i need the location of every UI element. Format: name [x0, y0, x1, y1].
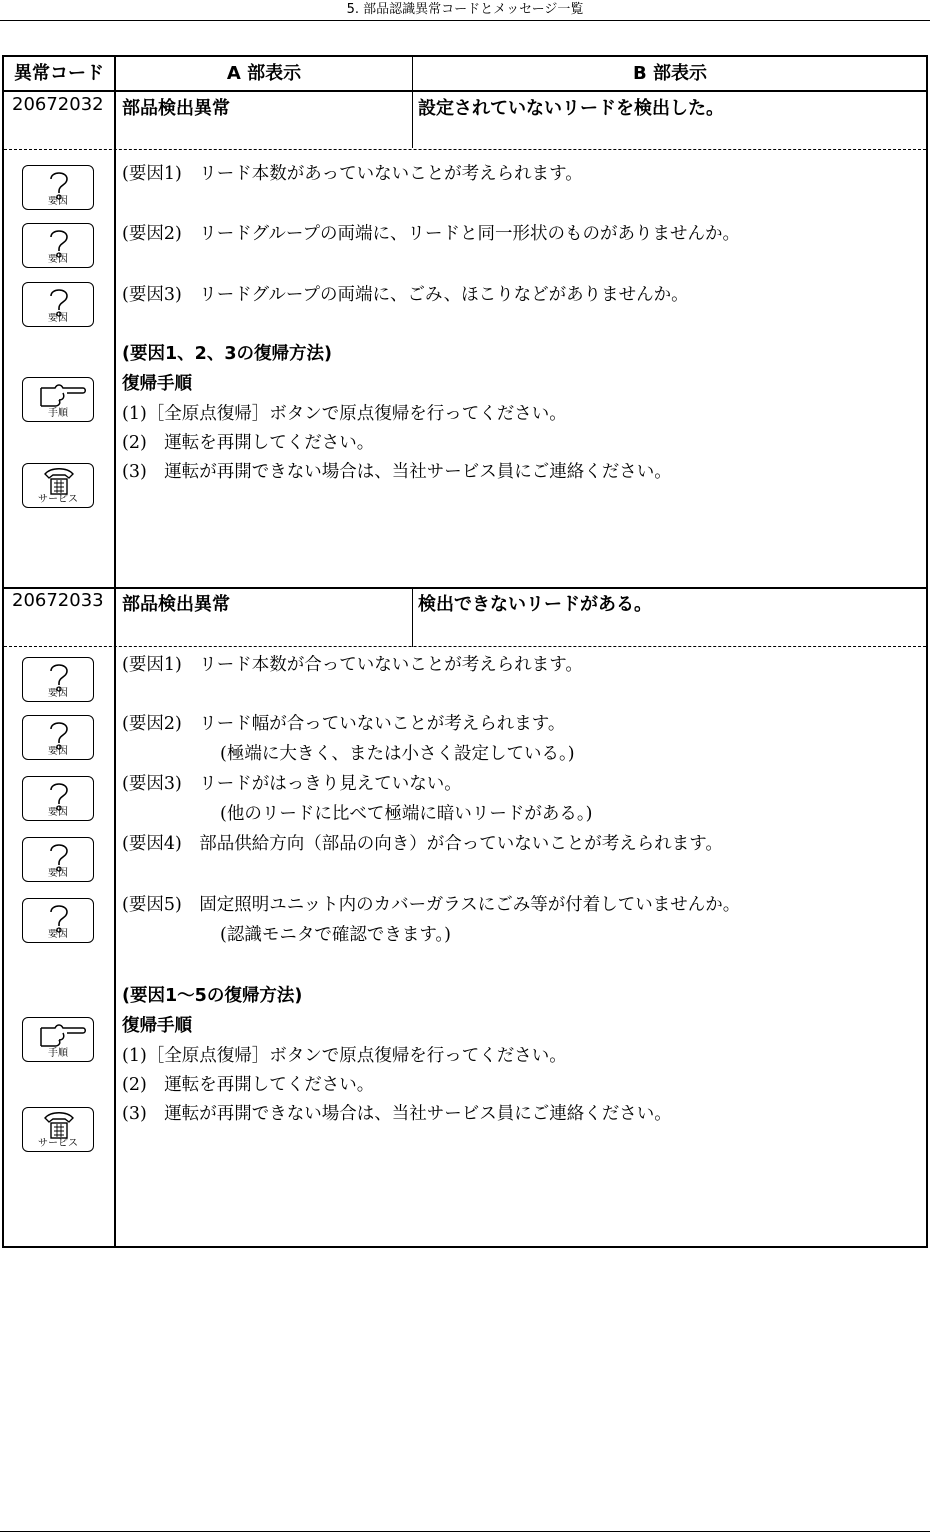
icon-label: 手順	[48, 1048, 68, 1059]
dashed-divider	[4, 646, 926, 647]
footer-rule	[0, 1531, 930, 1532]
header-a: A 部表示	[226, 63, 302, 84]
cause-line: (要因1) リード本数が合っていないことが考えられます。	[122, 655, 583, 675]
cause-line: (要因5) 固定照明ユニット内のカバーガラスにごみ等が付着していませんか。	[122, 895, 741, 915]
cause-line: (要因1) リード本数があっていないことが考えられます。	[122, 164, 583, 184]
icon-label: 要因	[48, 254, 68, 265]
dashed-divider	[4, 149, 926, 150]
cause-icon	[22, 715, 94, 760]
page-header: 5. 部品認識異常コードとメッセージ一覧	[0, 0, 930, 21]
icon-label: 要因	[48, 313, 68, 324]
cause-line: (要因3) リードがはっきり見えていない。	[122, 774, 462, 794]
icon-label: 手順	[48, 408, 68, 419]
procedure-step: (3) 運転が再開できない場合は、当社サービス員にご連絡ください。	[122, 462, 672, 482]
cause-icon	[22, 165, 94, 210]
procedure-step: (2) 運転を再開してください。	[122, 433, 375, 453]
header-b: B 部表示	[633, 63, 707, 84]
cause-line: (要因2) リード幅が合っていないことが考えられます。	[122, 714, 566, 734]
cause-icon	[22, 776, 94, 821]
cause-icon	[22, 223, 94, 268]
procedure-step: (1)［全原点復帰］ボタンで原点復帰を行ってください。	[122, 404, 567, 424]
cause-icon	[22, 657, 94, 702]
procedure-step: (2) 運転を再開してください。	[122, 1075, 375, 1095]
b-display: 設定されていないリードを検出した。	[418, 98, 724, 119]
column-divider	[114, 57, 116, 1246]
a-display: 部品検出異常	[122, 594, 230, 615]
procedure-icon	[22, 1017, 94, 1062]
icon-label: 要因	[48, 688, 68, 699]
cause-note: (極端に大きく、または小さく設定している。)	[220, 744, 575, 764]
recovery-heading: (要因1～5の復帰方法)	[122, 986, 303, 1006]
procedure-step: (1)［全原点復帰］ボタンで原点復帰を行ってください。	[122, 1046, 567, 1066]
error-code-table	[2, 55, 928, 1248]
cause-line: (要因2) リードグループの両端に、リードと同一形状のものがありませんか。	[122, 224, 741, 244]
cause-icon	[22, 898, 94, 943]
icon-label: サービス	[38, 1138, 78, 1149]
a-display: 部品検出異常	[122, 98, 230, 119]
icon-label: 要因	[48, 746, 68, 757]
procedure-heading: 復帰手順	[122, 1016, 192, 1036]
error-code: 20672033	[12, 590, 104, 611]
cause-icon	[22, 837, 94, 882]
service-icon	[22, 1107, 94, 1152]
icon-label: 要因	[48, 807, 68, 818]
b-display: 検出できないリードがある。	[418, 594, 652, 615]
icon-label: 要因	[48, 929, 68, 940]
icon-label: 要因	[48, 868, 68, 879]
column-divider-ab	[412, 587, 413, 647]
cause-note: (認識モニタで確認できます。)	[220, 925, 452, 945]
cause-line: (要因4) 部品供給方向（部品の向き）が合っていないことが考えられます。	[122, 834, 723, 854]
procedure-step: (3) 運転が再開できない場合は、当社サービス員にご連絡ください。	[122, 1104, 672, 1124]
column-divider-ab	[412, 57, 413, 148]
icon-label: サービス	[38, 494, 78, 505]
header-code: 異常コード	[14, 63, 104, 84]
procedure-heading: 復帰手順	[122, 374, 192, 394]
entry-divider	[4, 587, 926, 589]
service-icon	[22, 463, 94, 508]
cause-icon	[22, 282, 94, 327]
icon-label: 要因	[48, 196, 68, 207]
recovery-heading: (要因1、2、3の復帰方法)	[122, 344, 333, 364]
procedure-icon	[22, 377, 94, 422]
cause-line: (要因3) リードグループの両端に、ごみ、ほこりなどがありませんか。	[122, 285, 689, 305]
cause-note: (他のリードに比べて極端に暗いリードがある。)	[220, 804, 593, 824]
error-code: 20672032	[12, 94, 104, 115]
header-divider	[4, 90, 926, 92]
